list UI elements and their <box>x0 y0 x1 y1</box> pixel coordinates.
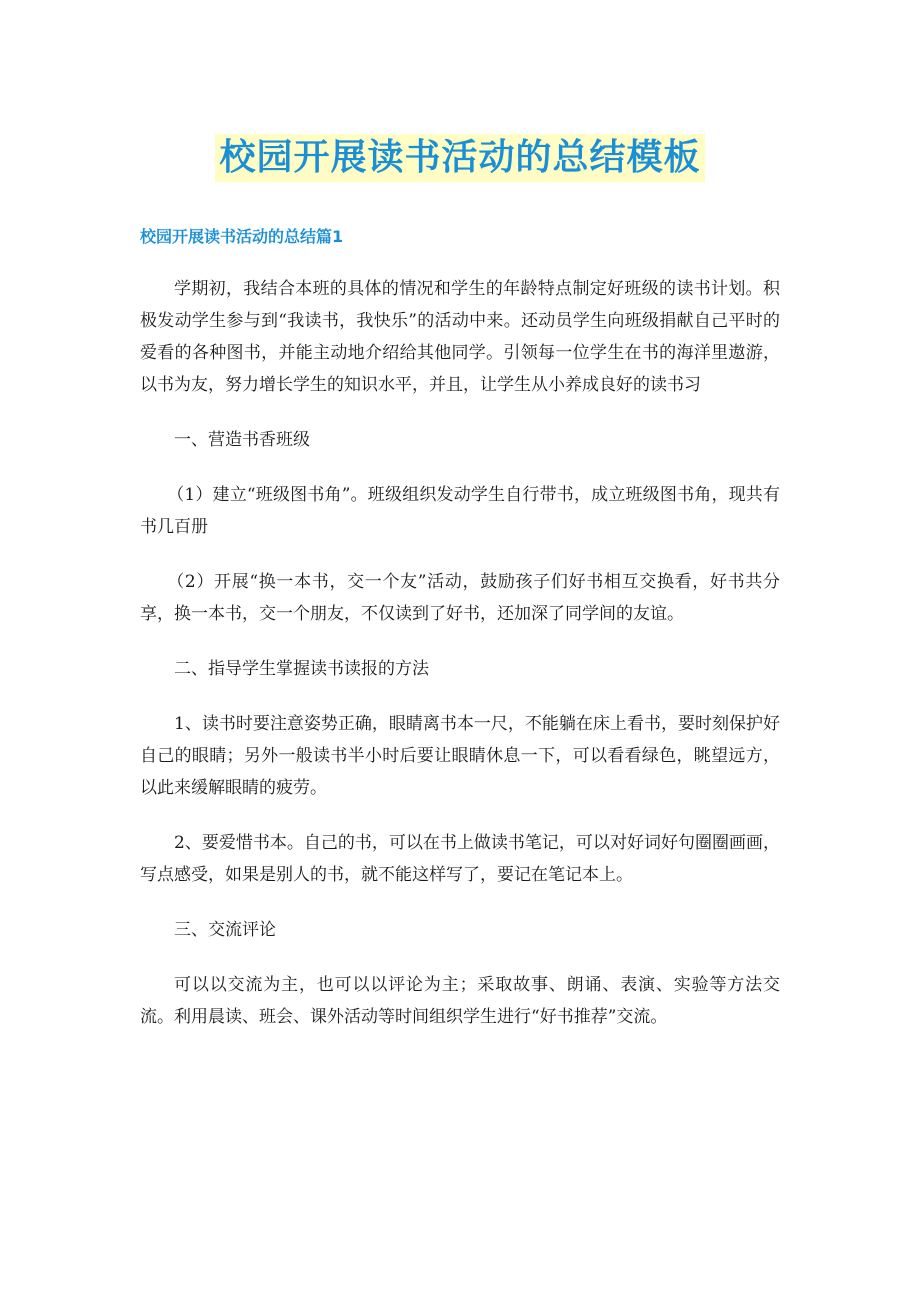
paragraph-item-1: （1）建立“班级图书角”。班级组织发动学生自行带书，成立班级图书角，现共有书几百册 <box>140 485 780 537</box>
paragraph-method-2: 2、要爱惜书本。自己的书，可以在书上做读书笔记，可以对好词好句圈圈画画，写点感受，如果是别人的书，就不能这样写了，要记在笔记本上。 <box>140 833 780 885</box>
paragraph-item-2: （2）开展“换一本书，交一个友”活动，鼓励孩子们好书相互交换看，好书共分享，换一本书，交一个朋友，不仅读到了好书，还加深了同学间的友谊。 <box>140 572 780 624</box>
paragraph-exchange: 可以以交流为主，也可以以评论为主；采取故事、朗诵、表演、实验等方法交流。利用晨读、班会、课外活动等时间组织学生进行“好书推荐”交流。 <box>140 975 780 1027</box>
paragraph-intro: 学期初，我结合本班的具体的情况和学生的年龄特点制定好班级的读书计划。积极发动学生参与到“我读书，我快乐”的活动中来。还动员学生向班级捐献自己平时的爱看的各种图书，并能主动地介绍给其他同学。引领每一位学生在书的海洋里遨游，以书为友，努力增长学生的知识水平，并且，让学生从小养成良好的读书习 <box>140 279 780 395</box>
heading-section-three: 三、交流评论 <box>174 920 276 940</box>
heading-section-two: 二、指导学生掌握读书读报的方法 <box>174 659 429 679</box>
heading-section-one: 一、营造书香班级 <box>174 430 310 450</box>
section-subtitle: 校园开展读书活动的总结篇1 <box>140 227 344 246</box>
title-wrapper <box>0 134 920 182</box>
paragraph-method-1: 1、读书时要注意姿势正确，眼睛离书本一尺，不能躺在床上看书，要时刻保护好自己的眼睛；另外一般读书半小时后要让眼睛休息一下，可以看看绿色，眺望远方，以此来缓解眼睛的疲劳。 <box>140 714 780 798</box>
document-title: 校园开展读书活动的总结模板 <box>215 134 704 182</box>
document-body <box>140 273 780 1056</box>
